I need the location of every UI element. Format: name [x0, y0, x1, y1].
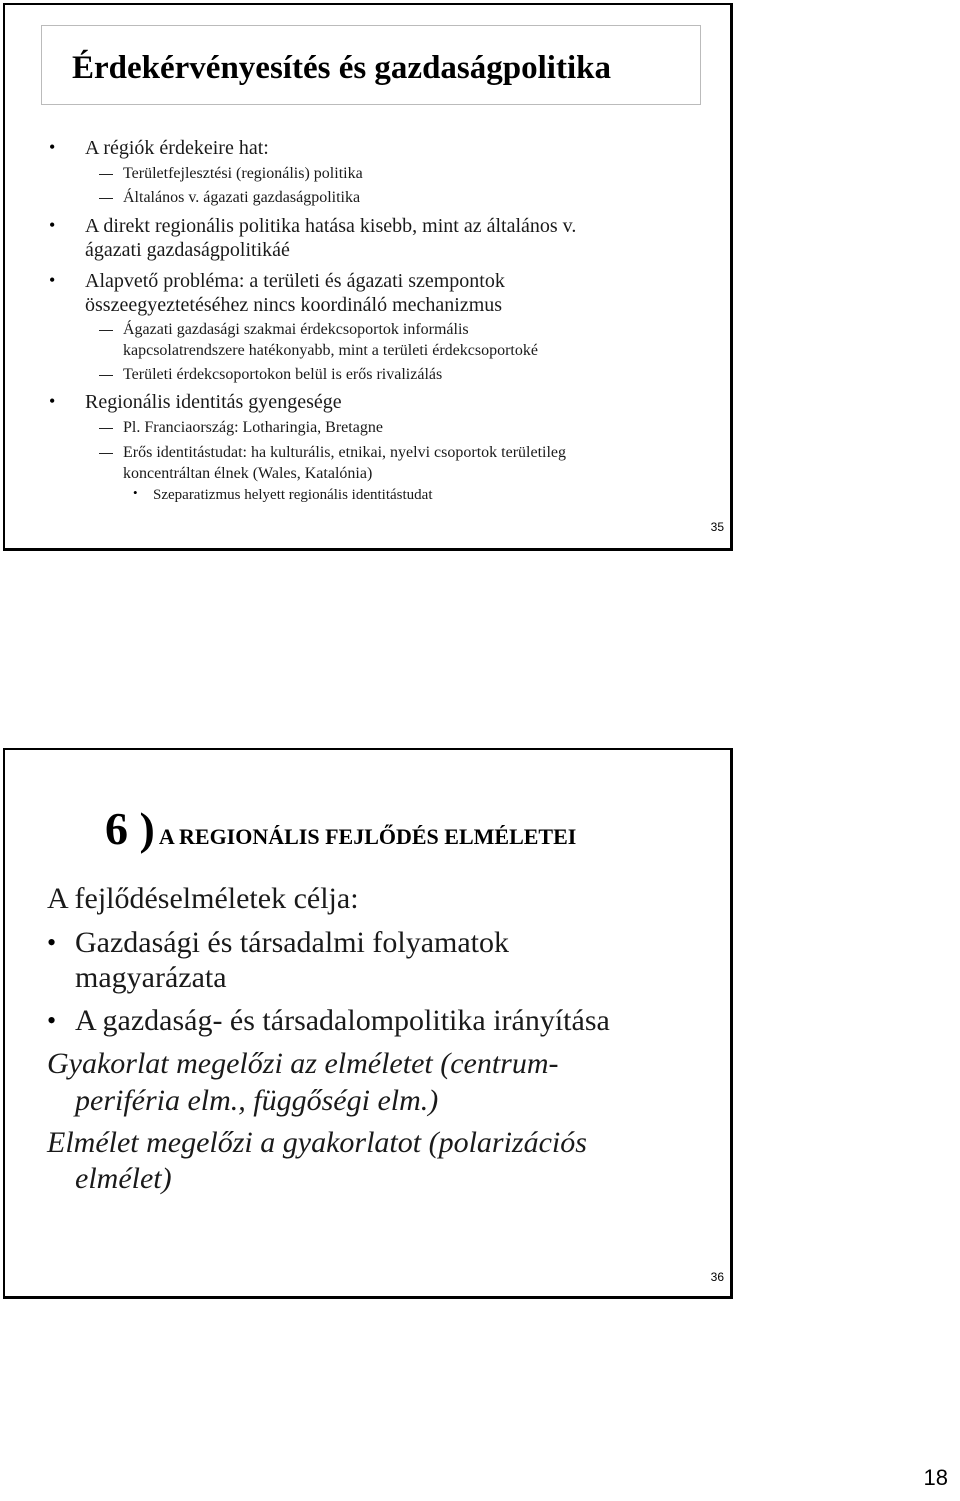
dash-icon [99, 428, 113, 429]
small-bullet-icon: • [133, 485, 138, 500]
bullet-text-continued: összeegyeztetéséhez nincs koordináló mechanizmus [85, 294, 503, 316]
sub-sub-bullet-text: Szeparatizmus helyett regionális identitástudat [153, 487, 433, 503]
bullet-text: Gazdasági és társadalmi folyamatok [75, 926, 510, 959]
sub-bullet-text: Pl. Franciaország: Lotharingia, Bretagne [123, 419, 383, 436]
page-number: 36 [710, 1270, 724, 1284]
page-number: 35 [710, 520, 724, 534]
intro-text: A fejlődéselméletek célja: [47, 882, 359, 915]
bullet-icon: • [47, 928, 57, 957]
bullet-icon: • [49, 270, 56, 290]
document-page-number: 18 [923, 1465, 948, 1490]
sub-bullet-text: Területfejlesztési (regionális) politika [123, 165, 363, 182]
italic-text-continued: elmélet) [75, 1162, 172, 1195]
sub-bullet-text: Általános v. ágazati gazdaságpolitika [123, 189, 361, 206]
bullet-text-continued: ágazati gazdaságpolitikáé [85, 239, 290, 261]
bullet-icon: • [47, 1006, 57, 1035]
slide-35 [3, 3, 733, 551]
slide-36 [3, 748, 733, 1299]
sub-bullet-text-continued: koncentráltan élnek (Wales, Katalónia) [123, 465, 373, 482]
bullet-icon: • [49, 391, 56, 411]
bullet-text: Alapvető probléma: a területi és ágazati szempontok [85, 270, 505, 292]
section-title: A REGIONÁLIS FEJLŐDÉS ELMÉLETEI [158, 824, 577, 849]
bullet-icon: • [49, 137, 56, 157]
bullet-text: A direkt regionális politika hatása kisebb, mint az általános v. [85, 215, 577, 237]
bullet-text: A régiók érdekeire hat: [85, 137, 269, 159]
dash-icon [99, 174, 113, 175]
bullet-text-continued: magyarázata [75, 961, 227, 994]
sub-bullet-text-continued: kapcsolatrendszere hatékonyabb, mint a területi érdekcsoportoké [123, 342, 538, 359]
dash-icon [99, 453, 113, 454]
italic-text: Elmélet megelőzi a gyakorlatot (polarizációs [47, 1126, 587, 1159]
bullet-text: Regionális identitás gyengesége [85, 391, 342, 413]
sub-bullet-text: Területi érdekcsoportokon belül is erős rivalizálás [123, 366, 443, 383]
dash-icon [99, 198, 113, 199]
dash-icon [99, 330, 113, 331]
italic-text: Gyakorlat megelőzi az elméletet (centrum- [47, 1047, 559, 1080]
sub-bullet-text: Erős identitástudat: ha kulturális, etnikai, nyelvi csoportok területileg [123, 444, 567, 461]
sub-bullet-text: Ágazati gazdasági szakmai érdekcsoportok informális [123, 321, 469, 338]
section-number: 6 ) [105, 803, 155, 854]
italic-text-continued: periféria elm., függőségi elm.) [75, 1084, 439, 1117]
section-heading [105, 802, 576, 855]
title-box [41, 25, 701, 105]
dash-icon [99, 375, 113, 376]
bullet-text: A gazdaság- és társadalompolitika irányítása [75, 1004, 610, 1037]
bullet-icon: • [49, 215, 56, 235]
slide-title: Érdekérvényesítés és gazdaságpolitika [72, 50, 611, 86]
